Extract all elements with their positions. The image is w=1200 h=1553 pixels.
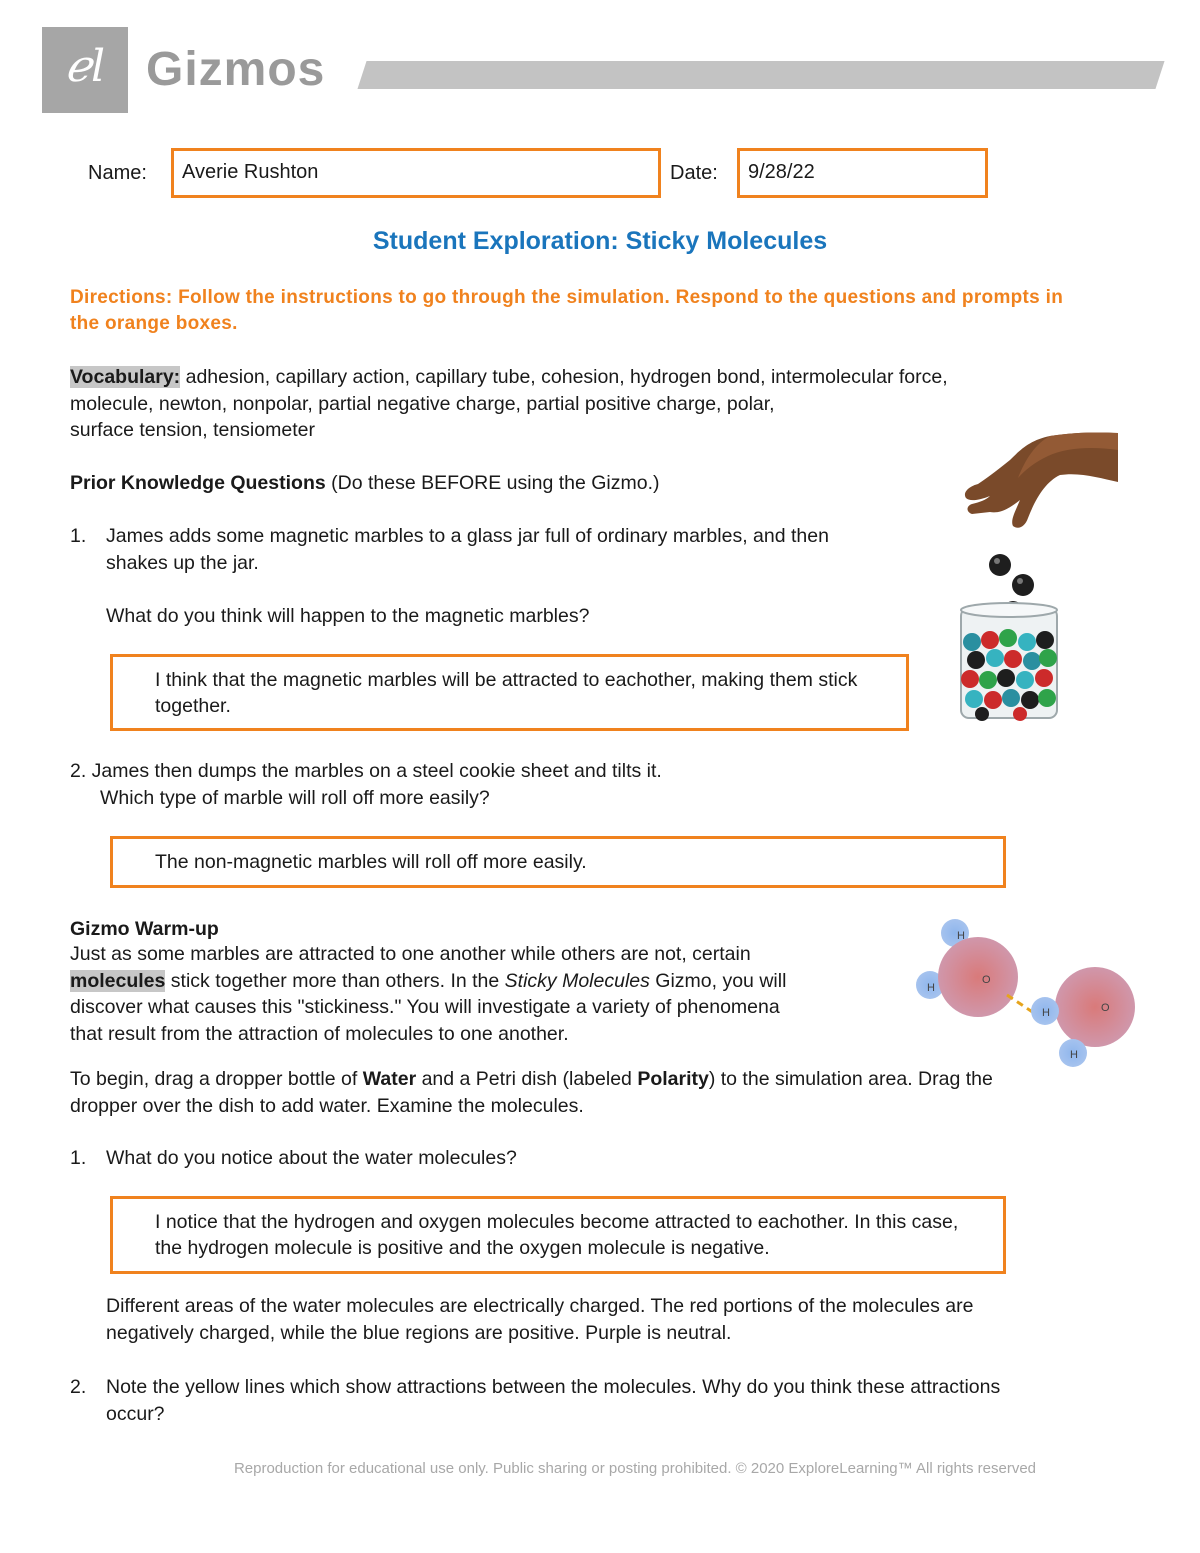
- marble-jar-illustration: [950, 430, 1130, 730]
- vocabulary-label: Vocabulary:: [70, 366, 181, 388]
- prior-q2-answer-box[interactable]: The non-magnetic marbles will roll off more easily.: [110, 836, 1006, 888]
- warmup-q2-text: [106, 1374, 1156, 1427]
- warmup-line-2a: stick together more than others. In the: [165, 969, 505, 992]
- h-label: H: [1042, 1007, 1050, 1019]
- h-label: H: [957, 930, 965, 942]
- prior-q1-number: 1.: [70, 525, 87, 547]
- warmup-q2-line-1: Note the yellow lines which show attractions between the molecules. Why do you think these attractions: [106, 1376, 1001, 1398]
- prior-q1-text: [106, 523, 926, 576]
- instr-part-b: and a Petri dish (labeled: [416, 1068, 638, 1090]
- date-field[interactable]: 9/28/22: [737, 148, 988, 198]
- directions-text: Directions: Follow the instructions to go through the simulation. Respond to the questions and prompts in the orange boxes.: [70, 287, 1064, 334]
- charge-note-line-1: Different areas of the water molecules are electrically charged. The red portions of the molecules are: [106, 1295, 974, 1317]
- name-field[interactable]: Averie Rushton: [171, 148, 661, 198]
- h-label: H: [1070, 1049, 1078, 1061]
- prior-q2-line-2: Which type of marble will roll off more easily?: [100, 787, 490, 809]
- logo-glyph: ℯl: [64, 41, 106, 92]
- water-molecule-left-icon: [916, 919, 1018, 1017]
- gizmos-logo-mark: [42, 27, 128, 113]
- o-label: O: [982, 974, 991, 986]
- warmup-line-1: Just as some marbles are attracted to one another while others are not, certain: [70, 943, 751, 965]
- prior-q1-answer-box[interactable]: I think that the magnetic marbles will be attracted to eachother, making them stick together.: [110, 654, 909, 731]
- polarity-term: Polarity: [637, 1068, 709, 1090]
- warmup-q1-number: 1.: [70, 1147, 87, 1169]
- vocabulary-line-2: molecule, newton, nonpolar, partial negative charge, partial positive charge, polar,: [70, 392, 775, 415]
- vocabulary-line-1: adhesion, capillary action, capillary tube, cohesion, hydrogen bond, intermolecular force,: [180, 366, 948, 388]
- prior-heading-bold: Prior Knowledge Questions: [70, 472, 326, 494]
- water-term: Water: [362, 1068, 417, 1090]
- gizmo-name: Sticky Molecules: [504, 969, 650, 992]
- warmup-paragraph: [70, 941, 900, 1047]
- page-title: Student Exploration: Sticky Molecules: [372, 227, 828, 255]
- warmup-heading: Gizmo Warm-up: [70, 918, 219, 940]
- charge-note: [106, 1293, 1156, 1346]
- gizmos-logo-text: Gizmos: [146, 43, 326, 96]
- h-label: H: [927, 982, 935, 994]
- o-label: O: [1101, 1002, 1110, 1014]
- prior-q1-prompt: What do you think will happen to the magnetic marbles?: [106, 605, 590, 627]
- water-molecule-right-icon: [1031, 967, 1135, 1067]
- instr-line-2: dropper over the dish to add water. Examine the molecules.: [70, 1094, 584, 1117]
- name-label: Name:: [88, 162, 147, 184]
- instr-part-a: To begin, drag a dropper bottle of: [70, 1068, 363, 1090]
- warmup-q2-line-2: occur?: [106, 1402, 165, 1425]
- warmup-line-2b: Gizmo, you will: [649, 969, 787, 992]
- warmup-instructions: [70, 1066, 1130, 1119]
- prior-q1-line-2: shakes up the jar.: [106, 551, 259, 574]
- water-molecules-illustration: [905, 915, 1155, 1070]
- warmup-q1-text: What do you notice about the water molecules?: [106, 1147, 517, 1169]
- warmup-q1-answer-box[interactable]: I notice that the hydrogen and oxygen molecules become attracted to eachother. In this case, the hydrogen molecule is positive and the oxygen molecule is negative.: [110, 1196, 1006, 1274]
- glass-jar-icon: [961, 603, 1057, 721]
- warmup-line-4: that result from the attraction of molecules to one another.: [70, 1022, 569, 1045]
- prior-q2-line-1: 2. James then dumps the marbles on a steel cookie sheet and tilts it.: [70, 760, 662, 782]
- warmup-line-3: discover what causes this "stickiness." You will investigate a variety of phenomena: [70, 996, 780, 1018]
- prior-heading-note: (Do these BEFORE using the Gizmo.): [325, 472, 660, 494]
- warmup-q2-number: 2.: [70, 1376, 87, 1398]
- instr-part-c: ) to the simulation area. Drag the: [708, 1068, 993, 1090]
- charge-note-line-2: negatively charged, while the blue regions are positive. Purple is neutral.: [106, 1321, 732, 1344]
- vocabulary-line-3: surface tension, tensiometer: [70, 419, 315, 441]
- hand-icon: [965, 432, 1118, 527]
- copyright-footer: Reproduction for educational use only. Public sharing or posting prohibited. © 2020 ExploreLearning™ All rights reserved: [233, 1460, 1037, 1477]
- date-label: Date:: [670, 162, 718, 184]
- prior-q1-line-1: James adds some magnetic marbles to a glass jar full of ordinary marbles, and then: [106, 525, 829, 547]
- molecules-term: molecules: [70, 969, 166, 992]
- header-divider-bar: [357, 61, 1164, 89]
- prior-knowledge-heading: [70, 470, 660, 497]
